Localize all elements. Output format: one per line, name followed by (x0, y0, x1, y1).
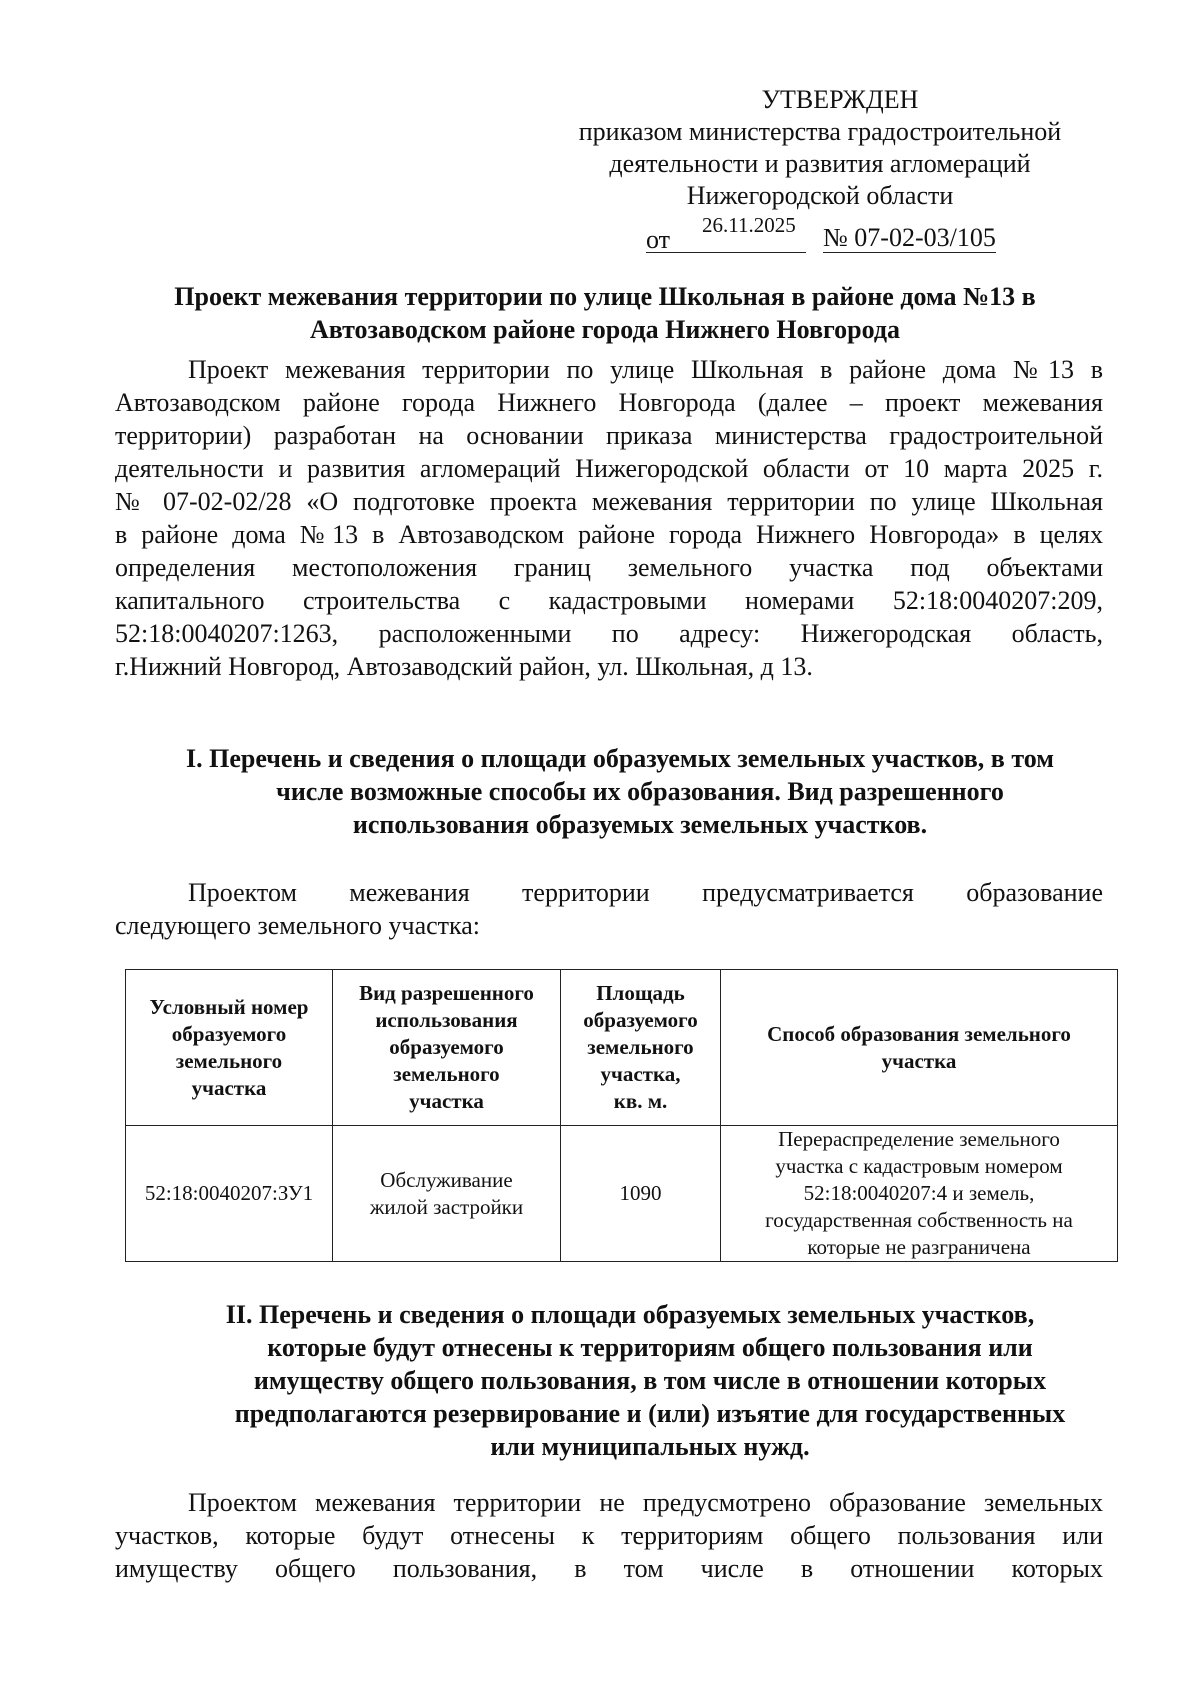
heading-line: Перечень и сведения о площади образуемых земельных участков, в том (209, 744, 1054, 773)
text-line: капитального строительства с кадастровыми номерами 52:18:0040207:209, (115, 586, 1103, 615)
text-line: Проектом межевания территории предусматривается образование (188, 878, 1103, 907)
text-line: Проектом межевания территории не предусмотрено образование земельных (188, 1488, 1103, 1517)
cell-area: 1090 (561, 1126, 721, 1262)
text-line: в районе дома №13 в Автозаводском районе города Нижнего Новгорода» в целях (115, 520, 1103, 549)
date-prefix: от (646, 225, 671, 254)
approval-block (540, 84, 1100, 254)
text-line: участков, которые будут отнесены к территориям общего пользования или (115, 1521, 1103, 1550)
text-line: Проект межевания территории по улице Школьная в районе дома №13 в (188, 355, 1103, 384)
order-date-number (540, 214, 1100, 254)
heading-line: использования образуемых земельных участков. (352, 810, 928, 839)
section-number: II. (225, 1300, 253, 1329)
table-header-row (126, 970, 1118, 1126)
text-line: № 07-02-02/28 «О подготовке проекта межевания территории по улице Школьная (115, 487, 1103, 516)
text-line: имуществу общего пользования, в том числе в отношении которых (115, 1554, 1103, 1583)
title-line: Проект межевания территории по улице Школьная в районе дома №13 в (174, 282, 1036, 311)
order-date: 26.11.2025 (702, 213, 796, 237)
approval-line: приказом министерства градостроительной (578, 117, 1062, 146)
intro-paragraph (115, 353, 1103, 683)
text-line: следующего земельного участка: (115, 911, 481, 940)
land-plots-table (125, 969, 1118, 1262)
cell-permitted-use: Обслуживание жилой застройки (333, 1126, 561, 1262)
section-number: I. (186, 744, 203, 773)
section-1-paragraph (115, 876, 1103, 942)
heading-line: или муниципальных нужд. (490, 1432, 810, 1461)
text-line: 52:18:0040207:1263, расположенными по адресу: Нижегородская область, (115, 619, 1103, 648)
text-line: г.Нижний Новгород, Автозаводский район, ул. Школьная, д 13. (115, 652, 813, 681)
text-line: определения местоположения границ земельного участка под объектами (115, 553, 1103, 582)
text-line: деятельности и развития агломераций Нижегородской области от 10 марта 2025 г. (115, 454, 1103, 483)
header-cell-area: Площадь образуемого земельного участка, кв. м. (561, 970, 721, 1126)
header-cell-formation-method: Способ образования земельного участка (721, 970, 1118, 1126)
title-line: Автозаводском районе города Нижнего Новгорода (309, 315, 901, 344)
heading-line: Перечень и сведения о площади образуемых земельных участков, (259, 1300, 1035, 1329)
heading-line: предполагаются резервирование и (или) изъятие для государственных (234, 1399, 1066, 1428)
text-line: территории) разработан на основании приказа министерства градостроительной (115, 421, 1103, 450)
section-2-heading (150, 1298, 1110, 1463)
header-cell-permitted-use: Вид разрешенного использования образуемого земельного участка (333, 970, 561, 1126)
table-row (126, 1126, 1118, 1262)
approval-line: деятельности и развития агломераций (609, 149, 1031, 178)
order-number: № 07-02-03/105 (823, 223, 996, 252)
heading-line: имуществу общего пользования, в том числе в отношении которых (253, 1366, 1047, 1395)
heading-line: которые будут отнесены к территориям общего пользования или (267, 1333, 1033, 1362)
cell-formation-method: Перераспределение земельного участка с кадастровым номером 52:18:0040207:4 и земель, государственная собственность на которые не разграничена (721, 1126, 1118, 1262)
cell-plot-number: 52:18:0040207:ЗУ1 (126, 1126, 333, 1262)
header-cell-plot-number: Условный номер образуемого земельного участка (126, 970, 333, 1126)
approval-line: Нижегородской области (686, 181, 954, 210)
section-1-heading (130, 742, 1110, 841)
text-line: Автозаводском районе города Нижнего Новгорода (далее – проект межевания (115, 388, 1103, 417)
date-underline (646, 252, 806, 253)
document-title (110, 280, 1100, 346)
section-2-paragraph (115, 1486, 1103, 1585)
heading-line: числе возможные способы их образования. Вид разрешенного (276, 777, 1004, 806)
approval-title: УТВЕРЖДЕН (761, 85, 919, 114)
